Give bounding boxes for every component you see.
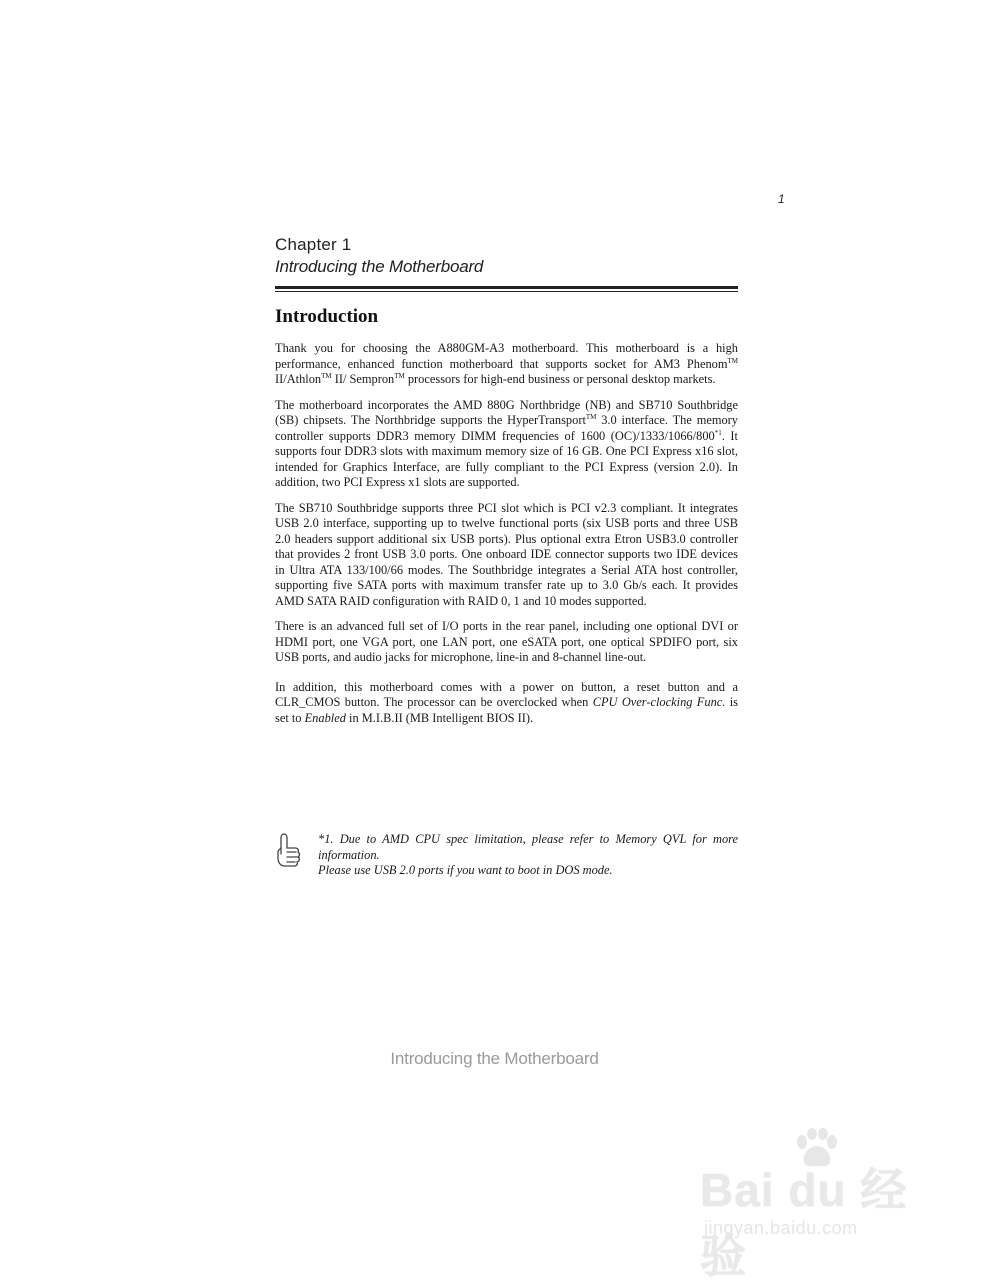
main-content	[275, 305, 738, 736]
header-rule-thick	[275, 286, 738, 289]
header-rule-thin	[275, 291, 738, 292]
page-number: 1	[778, 192, 785, 206]
note-line-1: *1. Due to AMD CPU spec limitation, please refer to Memory QVL for more information.	[318, 832, 738, 862]
watermark-brand: Bai du 经验	[700, 1164, 908, 1282]
paragraph-2: The motherboard incorporates the AMD 880G Northbridge (NB) and SB710 Southbridge (SB) chipsets. The Northbridge supports the HyperTransport™ 3.0 interface. The memory controller supports DDR3 memory DIMM frequencies of 1600 (OC)/1333/1066/800$^{*1}$. It supports four DDR3 slots with maximum memory size of 16 GB. One PCI Express x16 slot, intended for Graphics Interface, are fully compliant to the PCI Express (version 2.0). In addition, two PCI Express x1 slots are supported.	[275, 397, 739, 489]
watermark-url: jingyan.baidu.com	[704, 1218, 858, 1238]
chapter-label: Chapter 1	[275, 235, 352, 254]
paragraph-5: In addition, this motherboard comes with a power on button, a reset button and a CLR_CMOS button. The processor can be overclocked when CPU Over-clocking Func. is set to Enabled in M.I.B.II (MB Intelligent BIOS II).	[275, 679, 738, 725]
pointing-hand-icon	[275, 832, 305, 870]
baidu-watermark	[700, 1128, 940, 1282]
paragraph-3: The SB710 Southbridge supports three PCI slot which is PCI v2.3 compliant. It integrates USB 2.0 interface, supporting up to twelve functional ports (six USB ports and three USB 2.0 headers support additional six USB ports). Plus optional extra Etron USB3.0 controller that provides 2 front USB 3.0 ports. One onboard IDE connector supports two IDE devices in Ultra ATA 133/100/66 modes. The Southbridge integrates a Serial ATA host controller, supporting five SATA ports with maximum transfer rate up to 3.0 Gb/s each. It provides AMD SATA RAID configuration with RAID 0, 1 and 10 modes supported.	[275, 500, 738, 608]
footer-title: Introducing the Motherboard	[390, 1049, 599, 1068]
note-line-2: Please use USB 2.0 ports if you want to boot in DOS mode.	[318, 863, 613, 877]
note-box	[275, 832, 738, 879]
paragraph-4: There is an advanced full set of I/O ports in the rear panel, including one optional DVI or HDMI port, one VGA port, one LAN port, one eSATA port, one optical SPDIFO port, six USB ports, and audio jacks for microphone, line-in and 8-channel line-out.	[275, 619, 738, 664]
note-text	[318, 832, 738, 879]
chapter-header	[275, 234, 738, 292]
chapter-title: Introducing the Motherboard	[275, 257, 484, 276]
section-heading: Introduction	[275, 306, 379, 327]
paragraph-1: Thank you for choosing the A880GM-A3 motherboard. This motherboard is a high performance, enhanced function motherboard that supports socket for AM3 Phenom™ II/Athlon™ II/ Sempron™ processors for high-end business or personal desktop markets.	[275, 341, 738, 386]
